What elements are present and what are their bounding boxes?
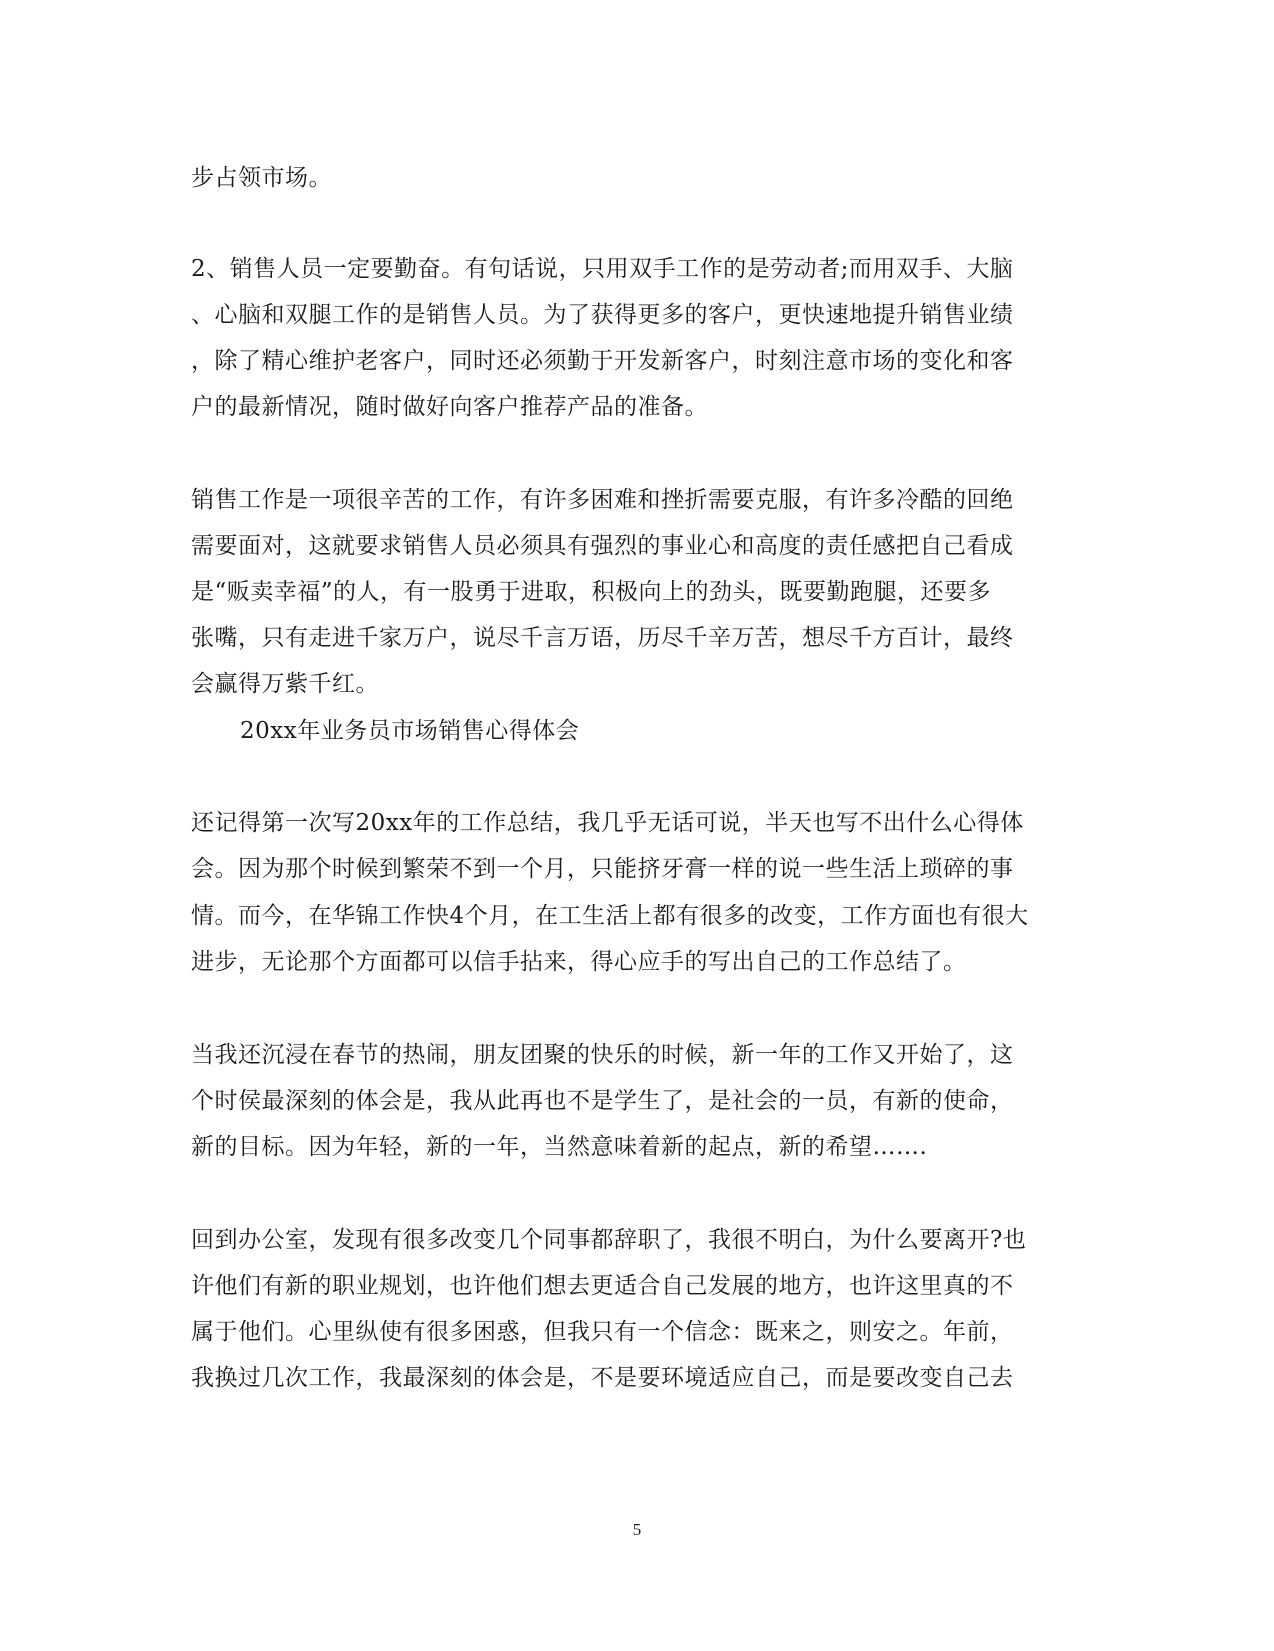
text-line: 、心脑和双腿工作的是销售人员。为了获得更多的客户，更快速地提升销售业绩 <box>191 302 1014 328</box>
text-line: 会。因为那个时候到繁荣不到一个月，只能挤牙膏一样的说一些生活上琐碎的事 <box>191 856 1014 882</box>
text-line: 需要面对，这就要求销售人员必须具有强烈的事业心和高度的责任感把自己看成 <box>191 533 1014 559</box>
text-line: 是“贩卖幸福”的人，有一股勇于进取，积极向上的劲头，既要勤跑腿，还要多 <box>191 579 992 605</box>
text-line: 还记得第一次写20xx年的工作总结，我几乎无话可说，半天也写不出什么心得体 <box>191 810 1024 836</box>
text-line: 回到办公室，发现有很多改变几个同事都辞职了，我很不明白，为什么要离开?也 <box>191 1227 1027 1253</box>
text-line: 2、销售人员一定要勤奋。有句话说，只用双手工作的是劳动者;而用双手、大脑 <box>191 256 1014 282</box>
text-line: 属于他们。心里纵使有很多困惑，但我只有一个信念：既来之，则安之。年前， <box>191 1319 1014 1345</box>
text-line: 步占领市场。 <box>191 165 332 191</box>
text-line: 个时侯最深刻的体会是，我从此再也不是学生了，是社会的一员，有新的使命， <box>191 1088 1014 1114</box>
text-line: 情。而今，在华锦工作快4个月，在工生活上都有很多的改变，工作方面也有很大 <box>191 903 1029 929</box>
text-line: 许他们有新的职业规划，也许他们想去更适合自己发展的地方，也许这里真的不 <box>191 1273 1014 1299</box>
text-line: 我换过几次工作，我最深刻的体会是，不是要环境适应自己，而是要改变自己去 <box>191 1365 1014 1391</box>
text-line: 当我还沉浸在春节的热闹，朋友团聚的快乐的时候，新一年的工作又开始了，这 <box>191 1042 1014 1068</box>
section-title: 20xx年业务员市场销售心得体会 <box>240 718 580 744</box>
text-line: 会赢得万紫千红。 <box>191 671 379 697</box>
text-line: 进步，无论那个方面都可以信手拈来，得心应手的写出自己的工作总结了。 <box>191 949 967 975</box>
page-number: 5 <box>632 1520 642 1539</box>
text-line: 张嘴，只有走进千家万户，说尽千言万语，历尽千辛万苦，想尽千方百计，最终 <box>191 625 1014 651</box>
text-line: 户的最新情况，随时做好向客户推荐产品的准备。 <box>191 394 708 420</box>
text-line: ，除了精心维护老客户，同时还必须勤于开发新客户，时刻注意市场的变化和客 <box>191 348 1014 374</box>
text-line: 新的目标。因为年轻，新的一年，当然意味着新的起点，新的希望……. <box>191 1134 928 1160</box>
text-line: 销售工作是一项很辛苦的工作，有许多困难和挫折需要克服，有许多冷酷的回绝 <box>191 487 1014 513</box>
